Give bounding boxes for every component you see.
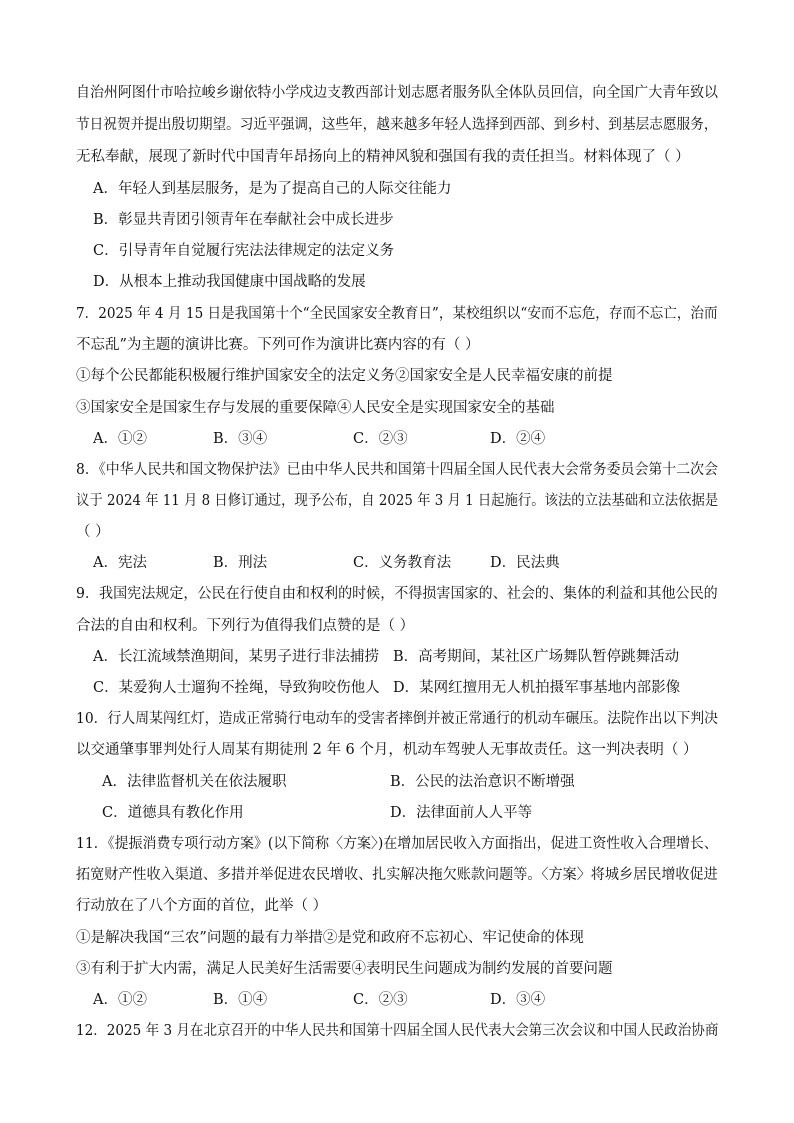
q8-option-b[interactable]: B．刑法 (213, 555, 268, 571)
q9-stem-line-2: 合法的自由和权利。下列行为值得我们点赞的是（ ） (76, 618, 415, 634)
q11-stem-line-3: 行动放在了八个方面的首位，此举（ ） (76, 898, 328, 914)
q9-option-c[interactable]: C．某爱狗人士遛狗不拴绳，导致狗咬伤他人 (93, 680, 380, 696)
q9-option-d[interactable]: D．某网红擅用无人机拍摄军事基地内部影像 (393, 680, 681, 696)
q10-option-b[interactable]: B．公民的法治意识不断增强 (390, 774, 575, 790)
q11-option-d[interactable]: D．③④ (490, 992, 546, 1008)
q10-stem-line-2: 以交通肇事罪判处行人周某有期徒刑 2 年 6 个月，机动车驾驶人无事故责任。这一判决表明（ ） (76, 742, 698, 758)
q9-option-a[interactable]: A．长江流域禁渔期间，某男子进行非法捕捞 (93, 649, 379, 665)
q7-option-a[interactable]: A．①② (93, 431, 147, 447)
q6-option-a[interactable]: A．年轻人到基层服务，是为了提高自己的人际交往能力 (93, 181, 452, 197)
q7-statements-2: ③国家安全是国家生存与发展的重要保障④人民安全是实现国家安全的基础 (76, 400, 555, 416)
q8-option-d[interactable]: D．民法典 (490, 555, 560, 571)
q10-stem-line-1: 10．行人周某闯红灯，造成正常骑行电动车的受害者摔倒并被正常通行的机动车碾压。法院作出以下判决 (76, 711, 718, 727)
q6-stem-line-2: 节日祝贺并提出殷切期望。习近平强调，这些年，越来越多年轻人选择到西部、到乡村、到基层志愿服务， (76, 117, 718, 133)
q8-option-c[interactable]: C．义务教育法 (353, 555, 452, 571)
q10-option-c[interactable]: C．道德具有教化作用 (102, 805, 244, 821)
q8-stem-line-1: 8．《中华人民共和国文物保护法》已由中华人民共和国第十四届全国人民代表大会常务委员会第十二次会 (76, 462, 718, 478)
q8-option-a[interactable]: A．宪法 (93, 555, 147, 571)
q12-stem-line-1: 12．2025 年 3 月在北京召开的中华人民共和国第十四届全国人民代表大会第三次会议和中国人民政治协商 (76, 1023, 719, 1039)
q11-option-c[interactable]: C．②③ (353, 992, 408, 1008)
q9-stem-line-1: 9．我国宪法规定，公民在行使自由和权利的时候，不得损害国家的、社会的、集体的利益和其他公民的 (76, 586, 718, 602)
q6-stem-line-1: 自治州阿图什市哈拉峻乡谢依特小学戍边支教西部计划志愿者服务队全体队员回信，向全国广大青年致以 (76, 85, 718, 101)
q10-option-d[interactable]: D．法律面前人人平等 (390, 805, 533, 821)
q10-option-a[interactable]: A．法律监督机关在依法履职 (102, 774, 287, 790)
q7-statements-1: ①每个公民都能积极履行维护国家安全的法定义务②国家安全是人民幸福安康的前提 (76, 368, 613, 384)
q11-stem-line-1: 11．《提振消费专项行动方案》(以下简称〈方案〉)在增加居民收入方面指出，促进工资性收入合理增长、 (76, 836, 718, 852)
q7-option-b[interactable]: B．③④ (213, 431, 268, 447)
q11-statements-1: ①是解决我国“三农”问题的最有力举措②是党和政府不忘初心、牢记使命的体现 (76, 930, 584, 946)
q7-stem-line-2: 不忘乱”为主题的演讲比赛。下列可作为演讲比赛内容的有（ ） (76, 337, 480, 353)
q11-option-a[interactable]: A．①② (93, 992, 147, 1008)
q6-stem-line-3: 无私奉献，展现了新时代中国青年昂扬向上的精神风貌和强国有我的责任担当。材料体现了（ ） (76, 149, 690, 165)
q6-option-b[interactable]: B．彰显共青团引领青年在奉献社会中成长进步 (93, 212, 394, 228)
q7-option-d[interactable]: D．②④ (490, 431, 546, 447)
q11-stem-line-2: 拓宽财产性收入渠道、多措并举促进农民增收、扎实解决拖欠账款问题等。〈方案〉将城乡居民增收促进 (76, 867, 718, 883)
q11-option-b[interactable]: B．①④ (213, 992, 268, 1008)
q11-statements-2: ③有利于扩大内需，满足人民美好生活需要④表明民生问题成为制约发展的首要问题 (76, 961, 613, 977)
q8-stem-line-3: （ ） (76, 524, 110, 540)
q6-option-c[interactable]: C．引导青年自觉履行宪法法律规定的法定义务 (93, 243, 395, 259)
q7-stem-line-1: 7．2025 年 4 月 15 日是我国第十个“全民国家安全教育日”，某校组织以“安而不忘危，存而不忘亡，治而 (76, 306, 718, 322)
q6-option-d[interactable]: D．从根本上推动我国健康中国战略的发展 (93, 274, 366, 290)
q7-option-c[interactable]: C．②③ (353, 431, 408, 447)
q8-stem-line-2: 议于 2024 年 11 月 8 日修订通过，现予公布，自 2025 年 3 月 1 日起施行。该法的立法基础和立法依据是 (76, 493, 719, 509)
q9-option-b[interactable]: B．高考期间，某社区广场舞队暂停跳舞活动 (393, 649, 680, 665)
